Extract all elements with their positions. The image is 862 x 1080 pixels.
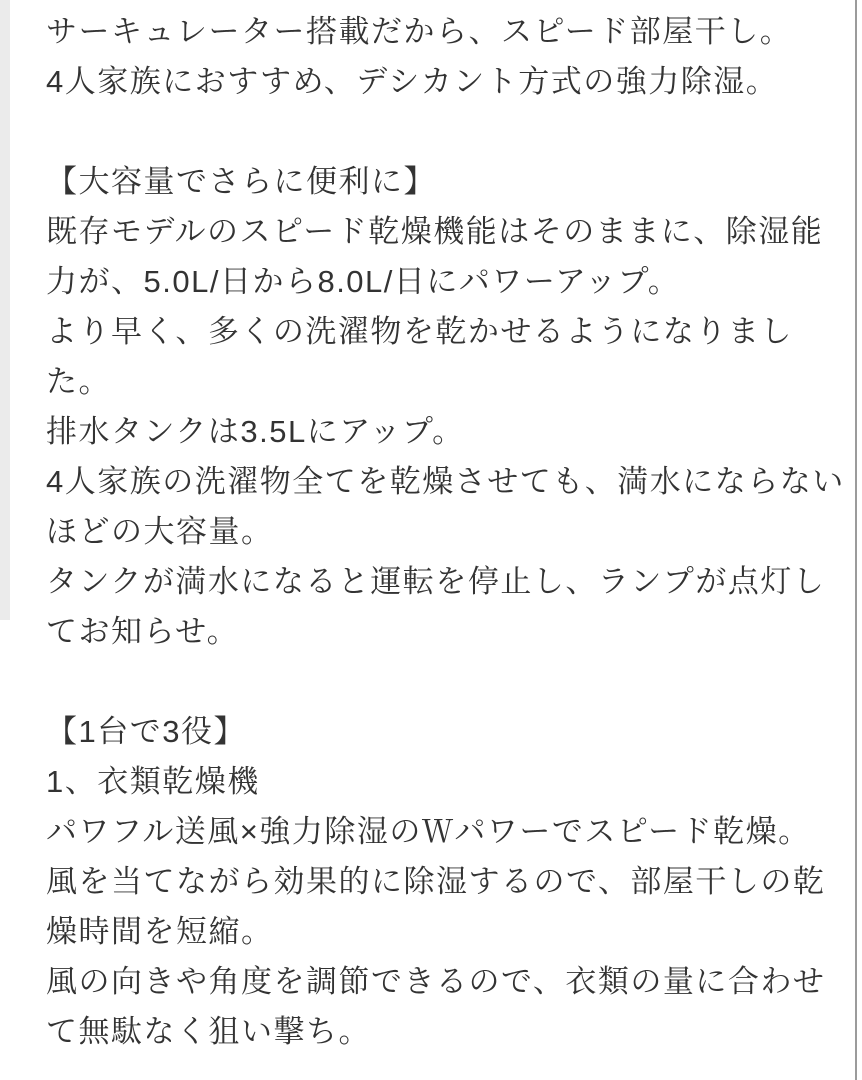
list-item: 1、衣類乾燥機 [46,764,260,799]
section-heading: 【1台で3役】 [46,714,246,749]
text-line: た。 [46,364,111,399]
text-line: 燥時間を短縮。 [46,914,274,949]
paragraph-large-capacity [46,157,845,657]
text-line: タンクが満水になると運転を停止し、ランプが点灯し [46,564,826,599]
page-edge-strip [0,0,10,620]
paragraph-three-roles [46,707,836,1057]
product-description [46,7,845,1057]
text-line: 風を当てながら効果的に除湿するので、部屋干しの乾 [46,864,826,899]
paragraph-intro [46,7,836,107]
text-line: 力が、5.0L/日から8.0L/日にパワーアップ。 [46,264,681,299]
text-line: より早く、多くの洗濯物を乾かせるようになりまし [46,314,793,349]
text-line: てお知らせ。 [46,614,240,649]
text-line: パワフル送風×強力除湿のＷパワーでスピード乾燥。 [46,814,811,849]
text-line: サーキュレーター搭載だから、スピード部屋干し。 [46,14,793,49]
section-heading: 【大容量でさらに便利に】 [46,164,436,199]
text-line: 既存モデルのスピード乾燥機能はそのままに、除湿能 [46,214,824,249]
text-line: 風の向きや角度を調節できるので、衣類の量に合わせ [46,964,826,999]
text-line: て無駄なく狙い撃ち。 [46,1014,371,1049]
text-line: 4人家族の洗濯物全てを乾燥させても、満水にならない [46,464,845,499]
text-line: ほどの大容量。 [46,514,274,549]
text-line: 4人家族におすすめ、デシカント方式の強力除湿。 [46,64,779,99]
scrollbar-track-line[interactable] [855,0,857,1080]
text-line: 排水タンクは3.5Lにアップ。 [46,414,465,449]
